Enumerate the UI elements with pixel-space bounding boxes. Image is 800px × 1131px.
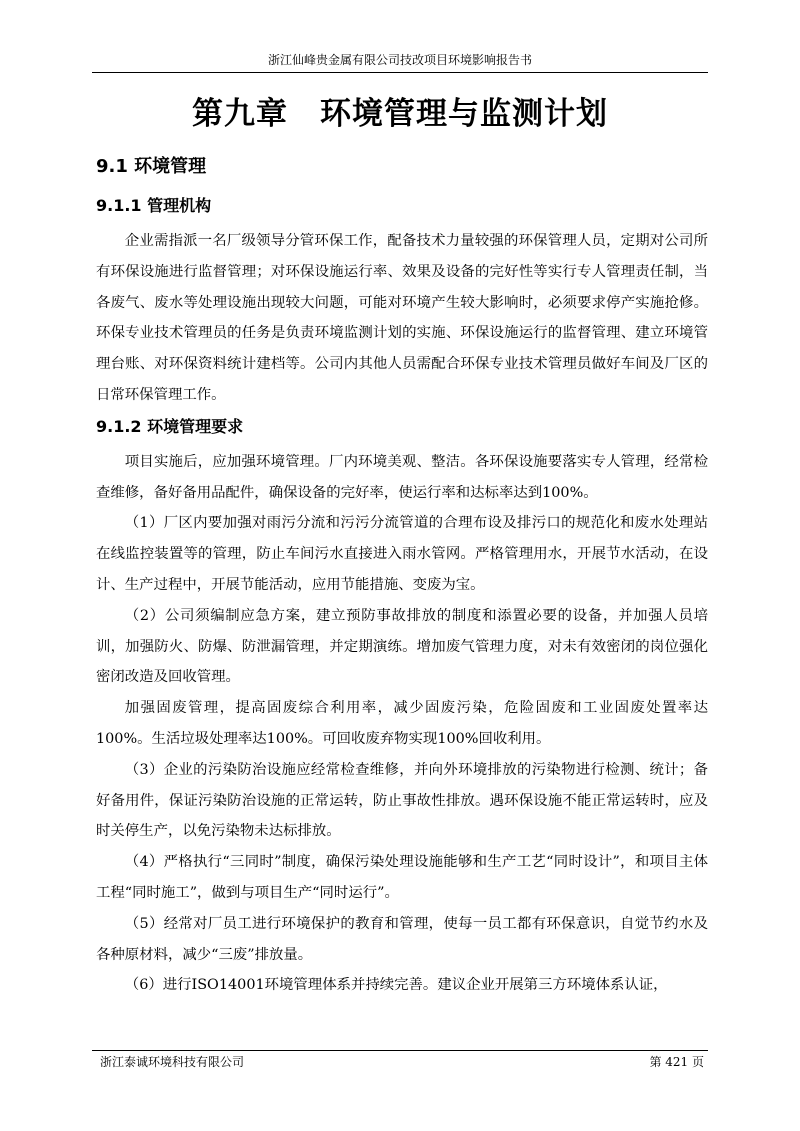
footer-company: 浙江泰诚环境科技有限公司	[100, 1055, 245, 1069]
paragraph: （6）进行ISO14001环境管理体系并持续完善。建议企业开展第三方环境体系认证，	[124, 977, 668, 994]
page-number: 第 421 页	[649, 1055, 704, 1069]
paragraph: （4）严格执行“三同时”制度，确保污染处理设施能够和生产工艺“同时设计”，和项目主体工程“同时施工”，做到与项目生产“同时运行”。	[96, 854, 708, 901]
paragraph: （2）公司须编制应急方案，建立预防事故排放的制度和添置必要的设备，并加强人员培训，加强防火、防爆、防泄漏管理，并定期演练。增加废气管理力度，对未有效密闭的岗位强化密闭改造及回收管理。	[96, 607, 708, 686]
page-content	[96, 150, 708, 1001]
page-footer	[92, 1050, 708, 1071]
paragraph: （3）企业的污染防治设施应经常检查维修，并向外环境排放的污染物进行检测、统计；备好备用件，保证污染防治设施的正常运转，防止事故性排放。遇环保设施不能正常运转时，应及时关停生产，以免污染物未达标排放。	[96, 761, 708, 840]
paragraph: 项目实施后，应加强环境管理。厂内环境美观、整洁。各环保设施要落实专人管理，经常检查维修，备好备用品配件，确保设备的完好率，使运行率和达标率达到100%。	[96, 453, 708, 501]
paragraph: （5）经常对厂员工进行环境保护的教育和管理，使每一员工都有环保意识，自觉节约水及各种原材料，减少“三废”排放量。	[96, 915, 708, 963]
chapter-title: 第九章 环境管理与监测计划	[192, 96, 608, 132]
paragraph: 加强固废管理，提高固废综合利用率，减少固废污染，危险固废和工业固废处置率达100%。生活垃圾处理率达100%。可回收废弃物实现100%回收利用。	[96, 700, 708, 747]
subsection-heading-management-requirements: 9.1.2 环境管理要求	[96, 416, 244, 436]
paragraph: （1）厂区内要加强对雨污分流和污污分流管道的合理布设及排污口的规范化和废水处理站在线监控装置等的管理，防止车间污水直接进入雨水管网。严格管理用水，开展节水活动，在设计、生产过程中，开展节能活动，应用节能措施、变废为宝。	[96, 515, 708, 593]
subsection-heading-management-org: 9.1.1 管理机构	[96, 196, 212, 215]
paragraph: 企业需指派一名厂级领导分管环保工作，配备技术力量较强的环保管理人员，定期对公司所有环保设施进行监督管理；对环保设施运行率、效果及设备的完好性等实行专人管理责任制，当各废气、废水等处理设施出现较大问题，可能对环境产生较大影响时，必须要求停产实施抢修。环保专业技术管理员的任务是负责环境监测计划的实施、环保设施运行的监督管理、建立环境管理台账、对环保资料统计建档等。公司内其他人员需配合环保专业技术管理员做好车间及厂区的日常环保管理工作。	[96, 233, 708, 403]
section-heading: 9.1 环境管理	[96, 156, 207, 177]
header-text: 浙江仙峰贵金属有限公司技改项目环境影响报告书	[267, 53, 532, 67]
page-header	[92, 50, 708, 73]
